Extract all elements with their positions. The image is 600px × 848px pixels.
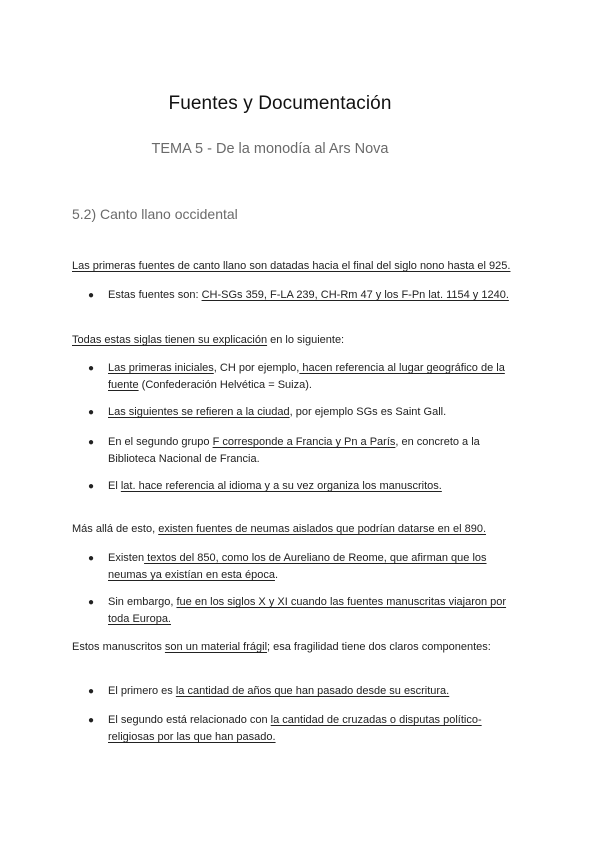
text-run: Existen — [108, 552, 145, 564]
bullet-item — [90, 404, 520, 421]
bullet-item — [90, 434, 520, 468]
bullet-text — [108, 478, 520, 495]
underlined-text: Las siguientes se refieren a la ciudad — [108, 406, 290, 418]
bullet-item — [90, 712, 520, 746]
text-run: Estos manuscritos — [72, 641, 165, 653]
bullet-item — [90, 683, 520, 700]
bullet-dot-icon: ● — [88, 290, 95, 301]
bullet-text — [108, 550, 520, 584]
underlined-text: CH-SGs 359, F-LA 239, CH-Rm 47 y los F-Pn lat. 1154 y 1240. — [201, 289, 509, 301]
text-run: Estas fuentes son: — [108, 289, 202, 301]
bullet-text — [108, 404, 520, 421]
document-title: Fuentes y Documentación — [168, 93, 392, 114]
text-run: , por ejemplo SGs es Saint Gall. — [289, 406, 447, 418]
bullet-text — [108, 360, 520, 394]
text-run: El — [108, 480, 121, 492]
document-subtitle: TEMA 5 - De la monodía al Ars Nova — [151, 141, 389, 157]
bullet-dot-icon: ● — [88, 407, 95, 418]
text-run: En el segundo grupo — [108, 436, 213, 448]
text-run: Más allá de esto, — [72, 523, 159, 535]
underlined-text: Las primeras fuentes de canto llano son datadas hacia el final del siglo nono hasta el 925. — [72, 260, 511, 272]
text-run: en lo siguiente: — [267, 334, 345, 346]
bullet-item — [90, 478, 520, 495]
underlined-text: lat. hace referencia al idioma y a su vez organiza los manuscritos. — [120, 480, 442, 492]
underlined-text: son un material frágil — [164, 641, 268, 653]
paragraph — [72, 521, 532, 538]
section-heading: 5.2) Canto llano occidental — [72, 206, 238, 222]
bullet-dot-icon: ● — [88, 481, 95, 492]
bullet-item — [90, 594, 520, 628]
underlined-text: existen fuentes de neumas aislados que podrían datarse en el 890. — [158, 523, 487, 535]
underlined-text: la cantidad de años que han pasado desde su escritura. — [175, 685, 450, 697]
text-run: Sin embargo, — [108, 596, 177, 608]
paragraph — [72, 639, 532, 656]
bullet-text — [108, 287, 520, 304]
text-run: El primero es — [108, 685, 176, 697]
underlined-text: textos del 850, como los de Aureliano de Reome, que afirman que los neumas ya existían en esta época — [108, 552, 487, 581]
underlined-text: Todas estas siglas tienen su explicación — [72, 334, 268, 346]
text-run: , CH por ejemplo, — [213, 362, 300, 374]
bullet-text — [108, 712, 520, 746]
text-run: , en concreto a la Biblioteca Nacional de Francia. — [108, 436, 480, 465]
bullet-dot-icon: ● — [88, 363, 95, 374]
text-run: El segundo está relacionado con — [108, 714, 271, 726]
paragraph — [72, 258, 532, 275]
paragraph — [72, 332, 532, 349]
underlined-text: fue en los siglos X y XI cuando las fuentes manuscritas viajaron por toda Europa. — [108, 596, 507, 625]
text-run: ; esa fragilidad tiene dos claros componentes: — [267, 641, 491, 653]
bullet-dot-icon: ● — [88, 437, 95, 448]
underlined-text: hacen referencia al lugar geográfico de la fuente — [108, 362, 505, 391]
underlined-text: F corresponde a Francia y Pn a París — [212, 436, 396, 448]
bullet-text — [108, 683, 520, 700]
bullet-dot-icon: ● — [88, 686, 95, 697]
text-run: (Confederación Helvética = Suiza). — [138, 379, 312, 391]
bullet-text — [108, 434, 520, 468]
bullet-item — [90, 550, 520, 584]
bullet-item — [90, 287, 520, 304]
bullet-dot-icon: ● — [88, 715, 95, 726]
bullet-dot-icon: ● — [88, 553, 95, 564]
bullet-dot-icon: ● — [88, 597, 95, 608]
text-run: . — [274, 569, 279, 581]
bullet-item — [90, 360, 520, 394]
bullet-text — [108, 594, 520, 628]
underlined-text: la cantidad de cruzadas o disputas político-religiosas por las que han pasado. — [108, 714, 482, 743]
underlined-text: Las primeras iniciales — [108, 362, 214, 374]
